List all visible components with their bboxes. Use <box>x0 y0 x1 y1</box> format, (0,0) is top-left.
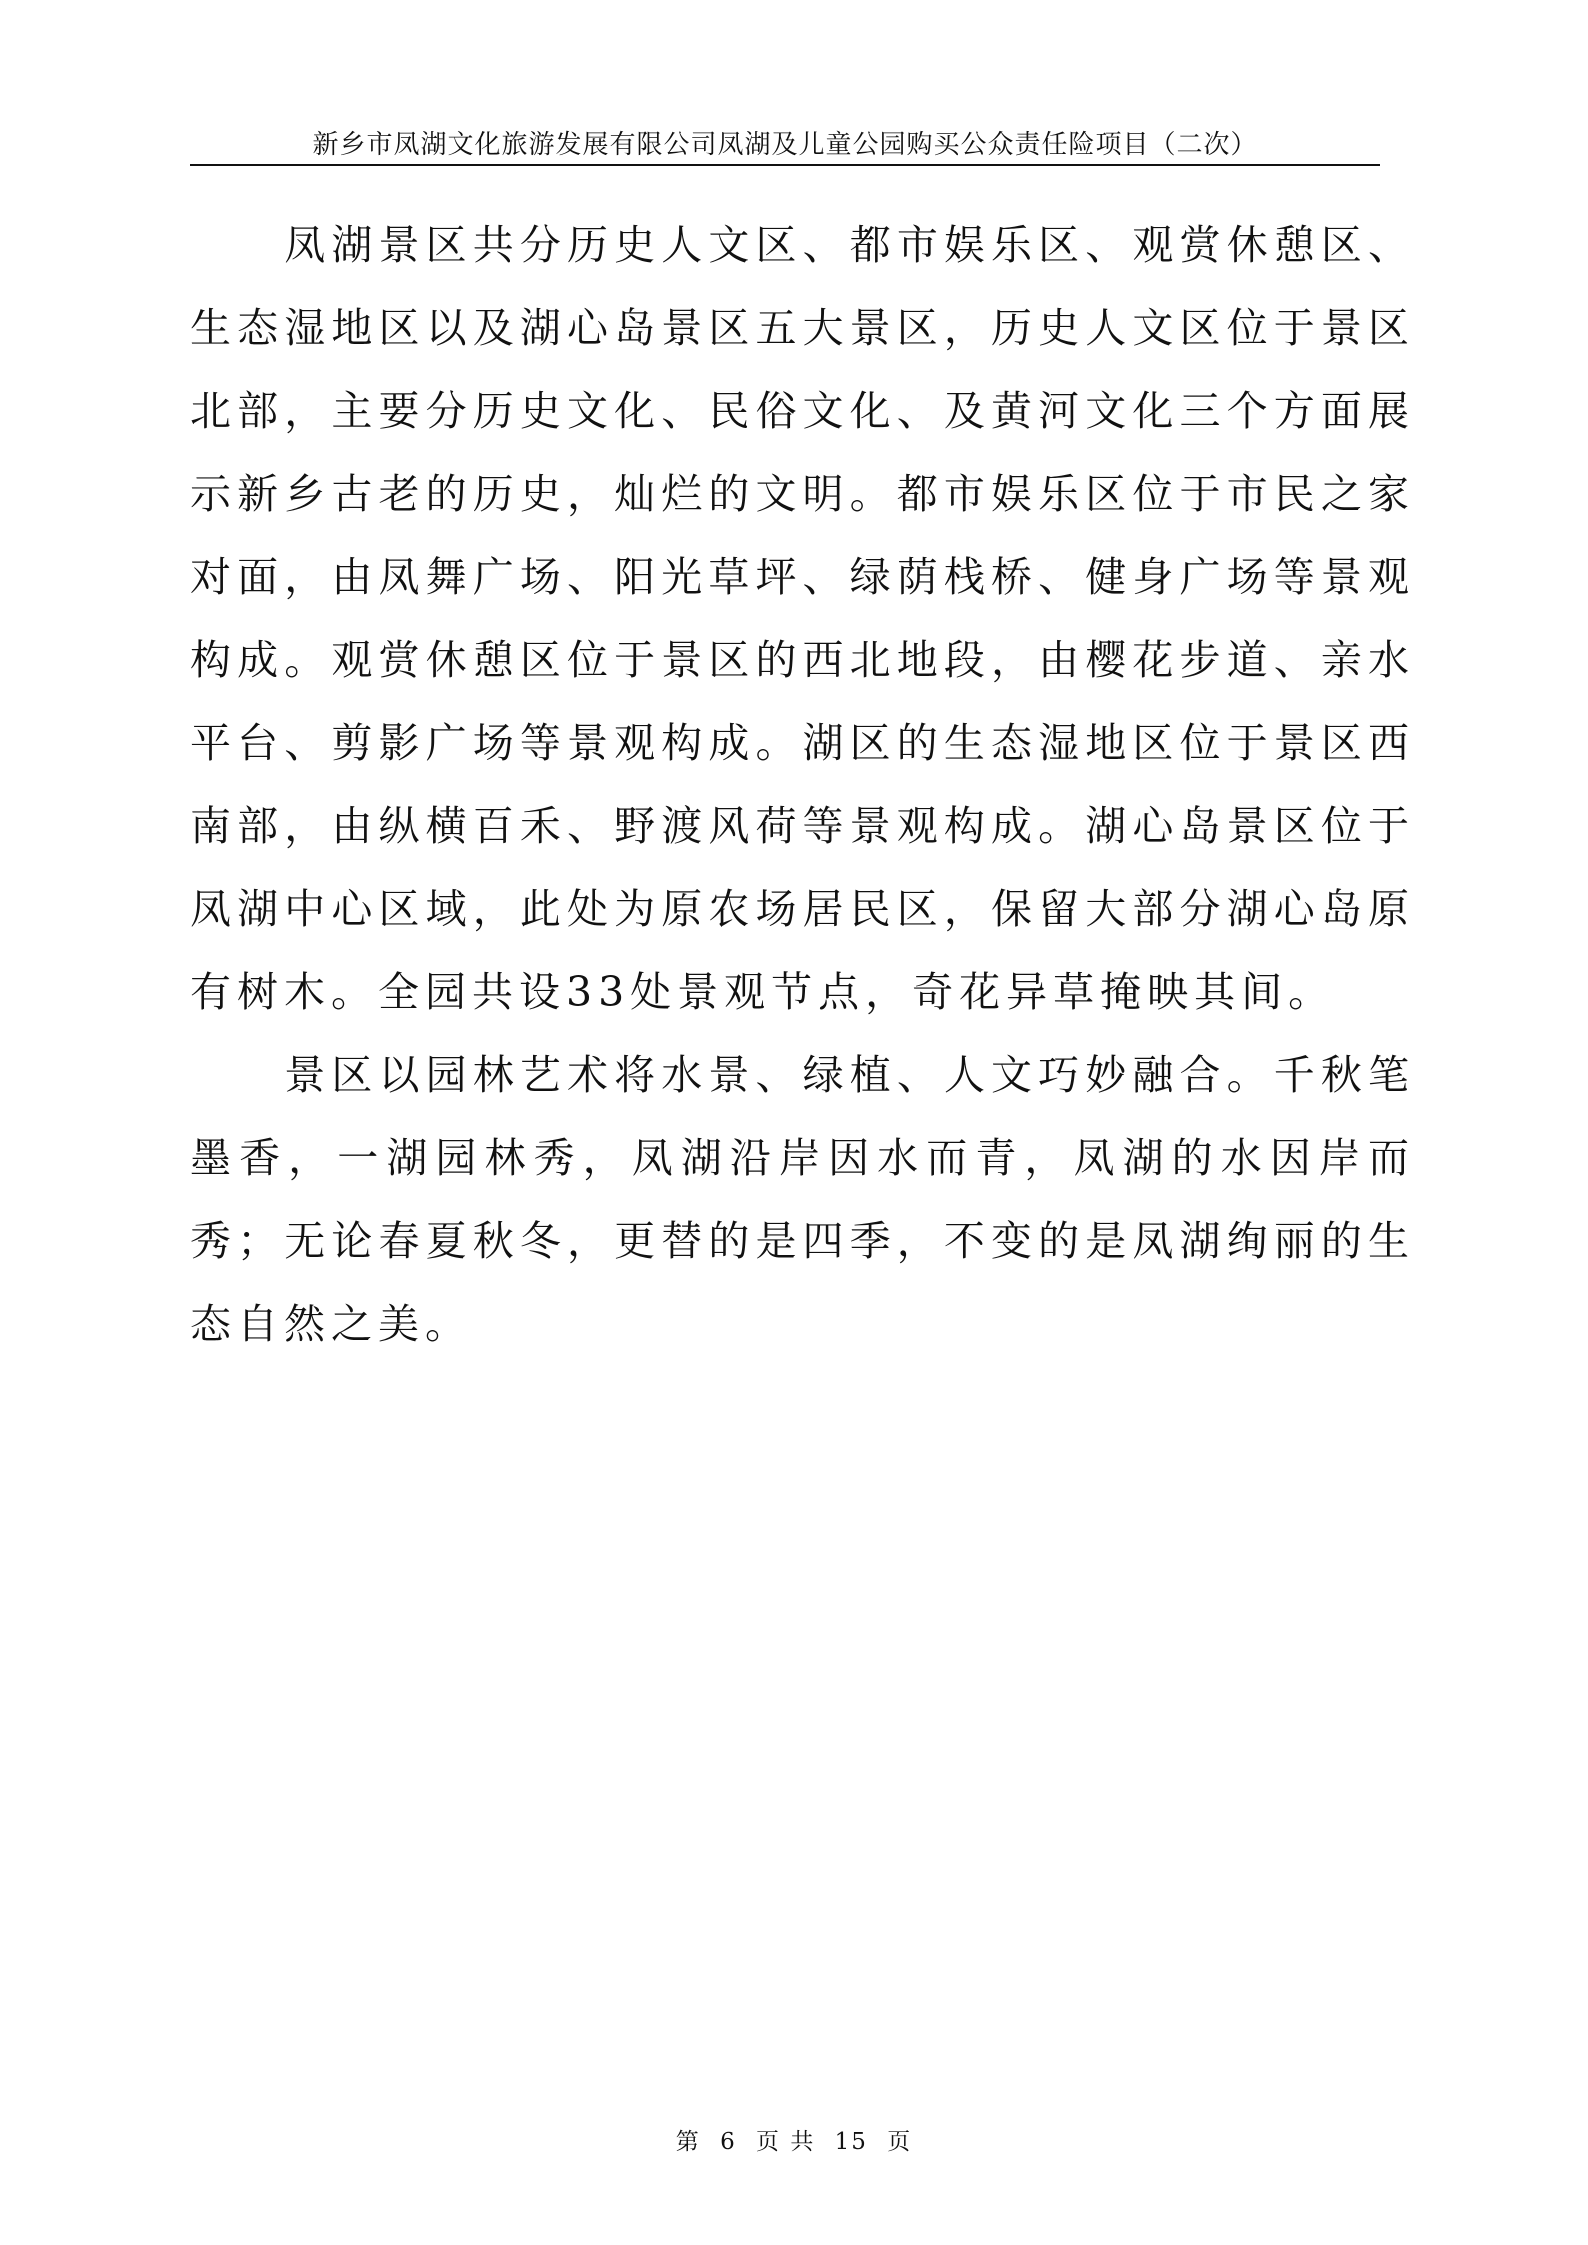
footer-mid: 页 共 <box>756 2129 816 2155</box>
page-footer <box>0 2127 1588 2157</box>
footer-suffix: 页 <box>887 2129 913 2155</box>
paragraph-2: 景区以园林艺术将水景、绿植、人文巧妙融合。千秋笔墨香，一湖园林秀，凤湖沿岸因水而青，凤湖的水因岸而秀；无论春夏秋冬，更替的是四季，不变的是凤湖绚丽的生态自然之美。 <box>190 1051 1415 1348</box>
paragraph-1: 凤湖景区共分历史人文区、都市娱乐区、观赏休憩区、生态湿地区以及湖心岛景区五大景区，历史人文区位于景区北部，主要分历史文化、民俗文化、及黄河文化三个方面展示新乡古老的历史，灿烂的文明。都市娱乐区位于市民之家对面，由凤舞广场、阳光草坪、绿荫栈桥、健身广场等景观构成。观赏休憩区位于景区的西北地段，由樱花步道、亲水平台、剪影广场等景观构成。湖区的生态湿地区位于景区西南部，由纵横百禾、野渡风荷等景观构成。湖心岛景区位于凤湖中心区域，此处为原农场居民区，保留大部分湖心岛原有树木。全园共设33处景观节点，奇花异草掩映其间。 <box>190 221 1415 1016</box>
footer-total-pages: 15 <box>834 2129 868 2155</box>
footer-page-number: 6 <box>720 2129 737 2155</box>
body-text <box>190 204 1415 1366</box>
footer-prefix: 第 <box>675 2129 701 2155</box>
header-divider <box>190 164 1380 166</box>
running-header: 新乡市凤湖文化旅游发展有限公司凤湖及儿童公园购买公众责任险项目（二次） <box>312 130 1258 160</box>
